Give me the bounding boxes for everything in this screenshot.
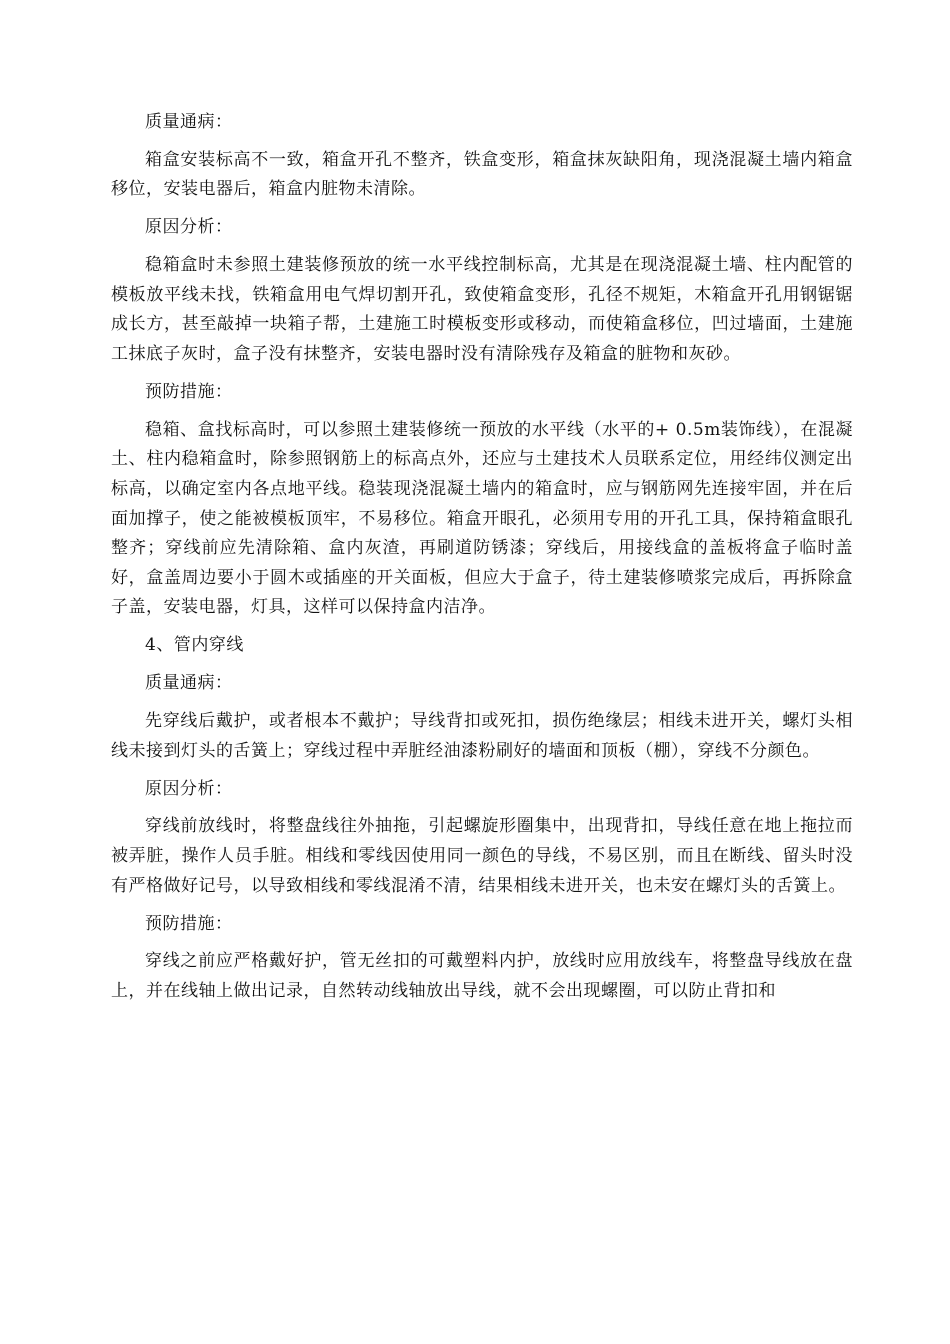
document-body [111, 108, 853, 1015]
body-paragraph: 穿线之前应严格戴好护，管无丝扣的可戴塑料内护，放线时应用放线车，将整盘导线放在盘上，并在线轴上做出记录，自然转动线轴放出导线，就不会出现螺圈，可以防止背扣和 [111, 951, 853, 1001]
section-heading: 原因分析： [145, 217, 233, 238]
section-heading: 原因分析： [145, 778, 233, 799]
body-paragraph: 先穿线后戴护，或者根本不戴护；导线背扣或死扣，损伤绝缘层；相线未进开关，螺灯头相线未接到灯头的舌簧上；穿线过程中弄脏经油漆粉刷好的墙面和顶板（棚），穿线不分颜色。 [111, 711, 853, 761]
section-heading: 质量通病： [145, 673, 233, 694]
body-paragraph: 稳箱、盒找标高时，可以参照土建装修统一预放的水平线（水平的+ 0.5m装饰线），在混凝土、柱内稳箱盒时，除参照钢筋上的标高点外，还应与土建技术人员联系定位，用经纬仪测定出标高，以确定室内各点地平线。稳装现浇混凝土墙内的箱盒时，应与钢筋网先连接牢固，并在后面加撑子，使之能被模板顶牢，不易移位。箱盒开眼孔，必须用专用的开孔工具，保持箱盒眼孔整齐；穿线前应先清除箱、盒内灰渣，再刷道防锈漆；穿线后，用接线盒的盖板将盒子临时盖好，盒盖周边要小于圆木或插座的开关面板，但应大于盒子，待土建装修喷浆完成后，再拆除盒子盖，安装电器，灯具，这样可以保持盒内洁净。 [111, 419, 853, 618]
section-heading: 质量通病： [145, 112, 233, 132]
section-title: 4、管内穿线 [145, 635, 244, 656]
section-heading: 预防措施： [145, 381, 233, 402]
body-paragraph: 穿线前放线时，将整盘线往外抽拖，引起螺旋形圈集中，出现背扣，导线任意在地上拖拉而被弄脏，操作人员手脏。相线和零线因使用同一颜色的导线，不易区别，而且在断线、留头时没有严格做好记号，以导致相线和零线混淆不清，结果相线未进开关，也未安在螺灯头的舌簧上。 [111, 816, 853, 896]
body-paragraph: 箱盒安装标高不一致，箱盒开孔不整齐，铁盒变形，箱盒抹灰缺阳角，现浇混凝土墙内箱盒移位，安装电器后，箱盒内脏物未清除。 [111, 149, 853, 200]
section-heading: 预防措施： [145, 913, 233, 934]
body-paragraph: 稳箱盒时未参照土建装修预放的统一水平线控制标高，尤其是在现浇混凝土墙、柱内配管的模板放平线未找，铁箱盒用电气焊切割开孔，致使箱盒变形，孔径不规矩，木箱盒开孔用钢锯锯成长方，甚至敲掉一块箱子帮，土建施工时模板变形或移动，而使箱盒移位，凹过墙面，土建施工抹底子灰时，盒子没有抹整齐，安装电器时没有清除残存及箱盒的脏物和灰砂。 [111, 255, 853, 365]
